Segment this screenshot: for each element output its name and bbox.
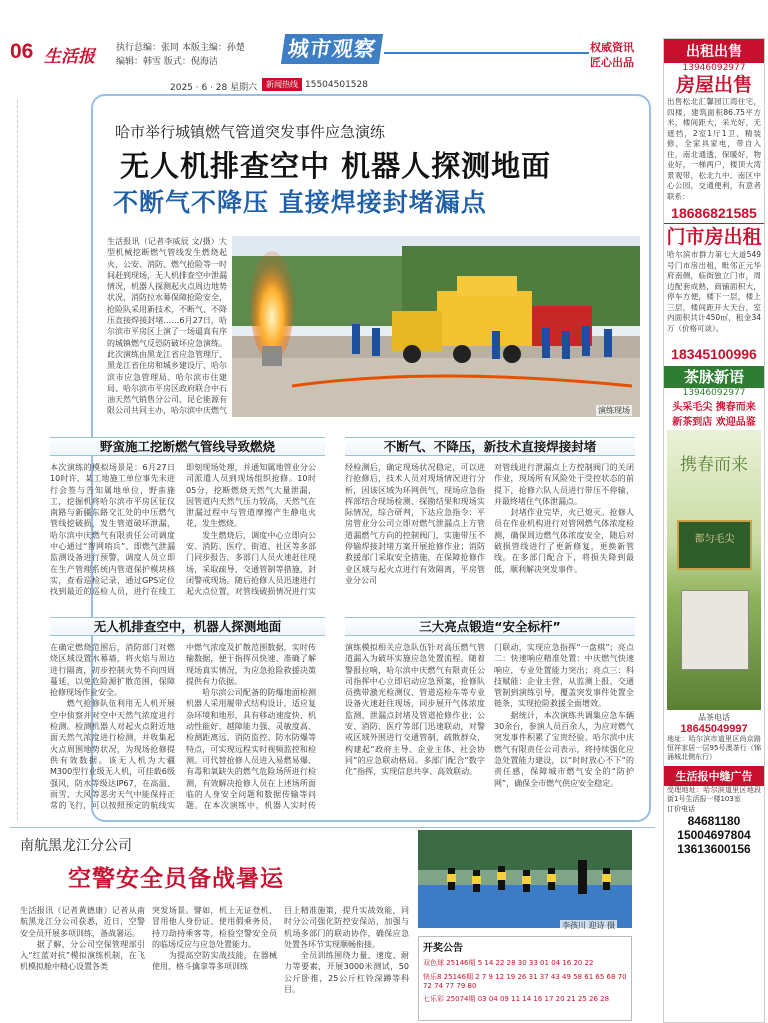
- section-3-title: 不断气、不降压，新技术直接焊接封堵: [345, 437, 635, 456]
- training-photo-caption: 李孩川 迎诗 摄: [562, 921, 616, 930]
- section-2-col-2: 中燃气浓度及扩散范围数据，实时传输数据，便于指挥员快速、准确了解现场真实情况，为应急抢险救援决策提供有力依据。 哈尔滨公司配备的防爆地面检测机器人采用履带式结构设计，适应复杂环境和地形，具有移动速度快、机动性能好、越障能力强、灵敏度高、检测距离远、消防监控、防水防爆等特点，可实现远程实时视频监控和检测。可代替抢修人员进入易燃易爆、有毒和氧缺失的燃气危险场所进行检测，有效解决抢修人员在上述场所面临的人身安全问题和数据传输等问题。在本次演练中，机器人实时传: [186, 643, 316, 811]
- hotline-label: 新闻热线: [262, 78, 302, 91]
- newspaper-ad-address: 受理地址：哈尔滨道里区地段街1号生活报一楼103室: [667, 786, 761, 803]
- newspaper-ad-phone-label: 订价电话: [667, 805, 695, 813]
- editors-line-2: 编辑：韩雪 版式：倪海洁: [116, 57, 218, 67]
- section-2-col-1: 在确定燃烧范围后，消防部门对燃烧区域设置水幕墙，将火焰与周边进行隔离，初步控制火势不向四周蔓延，以免危险源扩散范围，保障抢修现场作业安全。 燃气抢修队伍利用无人机开展空中侦察并对空中天然气浓度进行检测。检测机器人对起火点附近地面天然气浓度进行检测，并收集起火点周围地势状况，为现场抢修提供有效数据。该无人机为大疆M300型行业级无人机，可挂载6级强风，防水等级达IP67，在高温、雨雪、大风等恶劣天气中能保持正常的飞行，可以按照预定的航线实: [50, 643, 175, 811]
- lottery-row-3: 七乐彩 25074期 03 04 09 11 14 16 17 20 21 25 26 28: [423, 995, 610, 1003]
- editors-info: [116, 41, 245, 69]
- drill-photo: [232, 236, 640, 417]
- slogan: [590, 40, 634, 70]
- lottery-title: 开奖公告: [423, 943, 463, 954]
- newspaper-ad-head: 生活报中缝广告: [664, 766, 764, 786]
- bottom-article-rule: [10, 827, 655, 828]
- article-lead: 生活报讯（记者李威辰 文/摄）大型机械挖断燃气管线发生燃烧起火，公安、消防、燃气抢险等一时间赶到现场，无人机排查空中泄漏情况，机器人探测起火点周边地势状况，消防拉水幕保障抢险安全，抢险队采用新技术，不断气、不降压直接焊接封堵……6月27日，哈尔滨市平房区上演了一场逼真有序的城镇燃气反恐防破坏应急演练。此次演练由黑龙江省应急管理厅、黑龙江省住房和城乡建设厅、哈尔滨市应急管理局、哈尔滨市住建局、哈尔滨市平房区政府联合中石油天然气销售分公司、昆仑能源有限公司共同主办，哈尔滨中庆燃气: [107, 237, 227, 416]
- section-4-title: 三大亮点锻造“安全标杆”: [345, 617, 635, 636]
- second-article-col-2: 突发场景。譬如，机上无证登机、冒用他人身份证、使用假乘务员，持刀劫持乘客等，检验空警安全员的临场反应与应急处置能力。 为提高空防实战技能，在器械使用、格斗擒拿等多项训练: [152, 906, 277, 972]
- section-title: 城市观察: [281, 34, 383, 64]
- store-phone: 18345100996: [671, 346, 757, 362]
- page-number: 06: [10, 40, 34, 63]
- newspaper-ad-phone-3: 13613600156: [677, 842, 751, 856]
- store-head: 门市房出租: [664, 223, 764, 250]
- tea-phone: 13946092977: [682, 388, 746, 398]
- training-photo: [418, 830, 632, 928]
- left-margin-marks: [0, 100, 18, 820]
- tea-sub-2: 新茶到店 欢迎品鉴: [672, 417, 756, 428]
- paper-name: 生活报: [44, 47, 95, 67]
- section-3-col-2: 对管线进行泄漏点上方控制阀门的关闭作业，现场所有风险处于受控状态的前提下，抢修六队人员进行带压不停输，并最终堵住气体泄漏点。 封堵作业完毕，火已熄灭。抢修人员在作业机构进行对管网燃气体浓度检测，确保周边燃气体浓度安全，随后对破损管线进行了更新修复，更换新管线。在多部门配合下，将损失降到最低，顺利解决突发事件。: [494, 463, 634, 574]
- store-text: 哈尔滨市群力第七大道549号门市房出租，毗邻正元华府南侧，临街独立门市，周边配套成熟，商铺面积大，停车方便，楼下一层，楼上三层，楼间距开大天台，室内面积共计450㎡，租金34万（价格可谈）。: [667, 250, 761, 333]
- section-4-col-2: 门联动，实现应急指挥“一盘棋”；亮点二：快速响应精准处置：中庆燃气快速响应，专业处置能力突出；亮点三：科技赋能：企业主营，从监测上报、交通管制到演练引导，覆盖突发事件处置全链条，实现抢险救援全面增效。 据统计，本次演练共调集应急车辆30余台，参演人员百余人，为应对燃气突发事件积累了宝贵经验。哈尔滨中庆燃气有限责任公司表示，将持续强化应急处置能力建设，以“时时放心不下”的责任感，保障城市燃气安全的“防护网”，确保全市燃气供应安全稳定。: [494, 643, 634, 788]
- section-1-col-2: 即刻现场处理，并通知属地管业分公司派遣人员到现场组织抢修。10时05分，挖断燃烧天然气大量泄漏，因管道内天然气压力较高，天然气在泄漏过程中与管道摩擦产生静电火花，发生燃烧。 发生燃烧后，调度中心立即向公安、消防、医疗、街道、社区等多部门同步报告，多部门人员火速赶往现场，采取疏导、交通管制等措施，封闭警戒现场。随后抢修人员迅速进行起火点位置，对管线破损情况进行实: [186, 463, 316, 597]
- tea-box-1: [677, 520, 752, 570]
- article-headline-1: 无人机排查空中 机器人探测地面: [120, 149, 552, 183]
- second-article-col-3: 目上精准施策，提升实战效能，同时分公司强化防控安保站，加强与机场多部门的联动协作，确保应急处置各环节实现顺畅衔接。 全员训练围绕力量、速度、耐力等要素，开展3000米测试，50公斤卧推，25公斤杠铃深蹲等科目。: [284, 906, 409, 995]
- tea-hotline: 18645049997: [680, 723, 748, 735]
- tea-box-2: [681, 590, 749, 670]
- header-rule: [384, 52, 589, 54]
- newspaper-ad-phone-2: 15004697804: [677, 828, 751, 842]
- tea-brand-text: 携春而来: [680, 455, 748, 475]
- tea-hotline-label: 品茶电话: [698, 713, 730, 722]
- lottery-notice: [418, 936, 632, 1021]
- hotline-number: 15504501528: [305, 80, 368, 90]
- tea-product-text: 都匀毛尖: [694, 534, 735, 545]
- tea-ad-image: [667, 430, 761, 710]
- section-2-title: 无人机排查空中，机器人探测地面: [50, 617, 325, 636]
- editors-line-1: 执行总编：张同 本版主编：孙楚: [116, 43, 245, 53]
- drill-photo-image: [232, 236, 640, 417]
- house-sale-head: 房屋出售: [675, 74, 752, 96]
- rent-sale-head: 出租出售: [664, 39, 764, 63]
- second-article-headline: 空警安全员备战暑运: [68, 866, 284, 892]
- house-sale-text: 出售松北汇馨园江湾住宅，四楼，建筑面积86.75平方米，楼间距大，采光好，无遮挡，2室1厅1卫，精装修，全家具家电，带自入住，南北通透，保暖好，物业好，一梯两户，楼顶大湾景观带，松北九中、南区中心公园，交通便利，有意者联系：: [667, 97, 761, 201]
- lottery-row-2: 快乐8 25146期 2 7 9 12 19 26 31 37 43 49 58 61 65 68 70 72 74 77 79 80: [423, 973, 627, 990]
- article-headline-2: 不断气不降压 直接焊接封堵漏点: [113, 188, 487, 217]
- section-1-title: 野蛮施工挖断燃气管线导致燃烧: [50, 437, 325, 456]
- issue-date: 2025 · 6 · 28 星期六: [170, 83, 258, 93]
- tea-address: 地址：哈尔滨市道里区尚京路恒祥家居一层95号澳茶行（锦涌城北侧东行）: [667, 735, 761, 761]
- section-3-col-1: 经检测后，确定现场状况稳定，可以进行抢修后，技术人员对现场情况进行分析，因该区域为环网供气，现场应急指挥部结合现场检测、探勘结果和现场实际情况，综合研判，下达应急指令：平房管业分公司立即对燃气泄漏点上方管道漏燃气方向的控制阀门，实施带压不停输焊接封堵方案开展抢修作业；消防救援部门采取安全措施，在保障抢修作业区域与起火点进行有效隔离，平房管业分公司: [345, 463, 485, 585]
- section-4-col-1: 演练模拟相关应急队伍针对高压燃气管道漏入为破坏实施应急处置流程。随着警报拉响，哈尔滨中庆燃气有限责任公司指挥中心立即启动应急预案，抢修队员携带激光检测仪、管道巡检车等专业设备火速赶往现场，同步展开气体浓度监测、泄漏点封堵及管道抢修作业；公安、消防、医疗等部门迅速联动，对警戒区域外围进行交通管制、疏散群众，构建起“政府主导、企业主体、社会协同”的应急联动格局。多部门配合“数字化”指挥，实现信息共享、高效联动。: [345, 643, 485, 777]
- house-sale-phone: 18686821585: [671, 205, 757, 221]
- right-ad-column: [663, 38, 765, 1023]
- slogan-line-1: 权威资讯: [590, 41, 634, 54]
- tea-sub-1: 头采毛尖 携春而来: [672, 402, 756, 413]
- section-1-col-1: 本次演练的模拟场景是：6月27日10时许，某工地施工单位事先未进行会签与告知属地单位，野蛮施工，挖掘机将哈尔滨市平房区征仪南路与新疆东路交汇处的中压燃气管线挖破损，发生管道破坏泄漏，哈尔滨中庆燃气有限责任公司调度中心通过“智网哨兵”、即燃气泄漏监测设备进行预警，调度人员立即在生产管理系统内管道保护模块核实，查看巡检记录，通过GPS定位找到最近的巡检人员，进行在线工: [50, 463, 175, 597]
- tea-head: 茶脉新语: [664, 366, 764, 388]
- lottery-row-1: 双色球 25146期 5 14 22 28 30 33 01 04 16 20 22: [423, 959, 594, 967]
- training-photo-image: [418, 830, 632, 928]
- slogan-line-2: 匠心出品: [590, 56, 634, 69]
- rent-sale-phone: 13946092977: [682, 63, 746, 73]
- article-kicker: 哈市举行城镇燃气管道突发事件应急演练: [115, 123, 386, 141]
- second-article-kicker: 南航黑龙江分公司: [20, 838, 132, 854]
- second-article-col-1: 生活报讯（记者黄德康）记者从南航黑龙江分公司获悉，近日，空警安全员开展多项训练，备战暑运。 据了解，分公司空保管理部引入“红蓝对抗”模拟演练机制，在飞机模拟舱中精心设置各类: [20, 906, 145, 972]
- newspaper-ad-phone-1: 84681180: [687, 814, 741, 828]
- drill-photo-caption: 演练现场: [598, 406, 630, 415]
